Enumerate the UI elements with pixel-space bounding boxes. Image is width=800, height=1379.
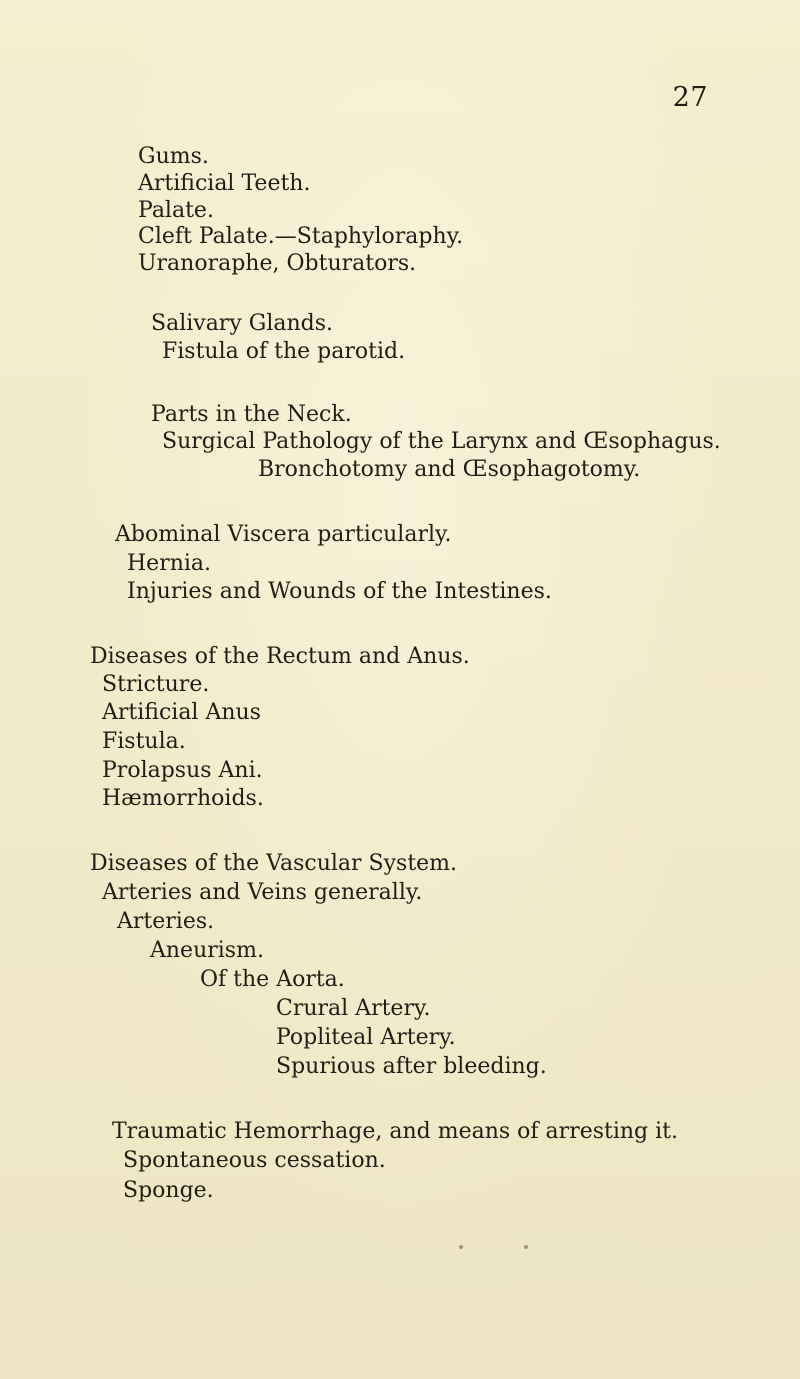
entry-line: Traumatic Hemorrhage, and means of arresting it. <box>112 1119 679 1144</box>
entry-line: Hernia. <box>127 551 212 576</box>
entry-line: Artificial Teeth. <box>138 171 311 196</box>
ink-speck <box>459 1245 463 1249</box>
entry-line: Cleft Palate.—Staphyloraphy. <box>138 224 464 249</box>
entry-line: Popliteal Artery. <box>276 1025 456 1050</box>
entry-line: Diseases of the Rectum and Anus. <box>90 644 470 669</box>
entry-line: Spurious after bleeding. <box>276 1054 547 1079</box>
entry-line: Fistula. <box>102 729 186 754</box>
entry-line: Palate. <box>138 198 214 223</box>
entry-line: Salivary Glands. <box>151 311 334 336</box>
entry-line: Hæmorrhoids. <box>102 786 264 811</box>
entry-line: Sponge. <box>123 1178 214 1203</box>
entry-line: Arteries and Veins generally. <box>102 880 423 905</box>
entry-line: Fistula of the parotid. <box>162 339 406 364</box>
entry-line: Gums. <box>138 144 209 169</box>
entry-line: Diseases of the Vascular System. <box>90 851 458 876</box>
page-number: 27 <box>672 82 708 113</box>
entry-line: Crural Artery. <box>276 996 431 1021</box>
entry-line: Artificial Anus <box>102 700 261 725</box>
entry-line: Spontaneous cessation. <box>123 1148 386 1173</box>
entry-line: Bronchotomy and Œsophagotomy. <box>258 457 641 482</box>
ink-speck <box>524 1245 528 1249</box>
entry-line: Aneurism. <box>150 938 264 963</box>
entry-line: Of the Aorta. <box>200 967 345 992</box>
entry-line: Abominal Viscera particularly. <box>115 522 452 547</box>
entry-line: Injuries and Wounds of the Intestines. <box>127 579 552 604</box>
entry-line: Arteries. <box>117 909 215 934</box>
entry-line: Uranoraphe, Obturators. <box>138 251 417 276</box>
entry-line: Prolapsus Ani. <box>102 758 263 783</box>
entry-line: Parts in the Neck. <box>151 402 352 427</box>
entry-line: Surgical Pathology of the Larynx and Œsophagus. <box>162 429 721 454</box>
entry-line: Stricture. <box>102 672 210 697</box>
